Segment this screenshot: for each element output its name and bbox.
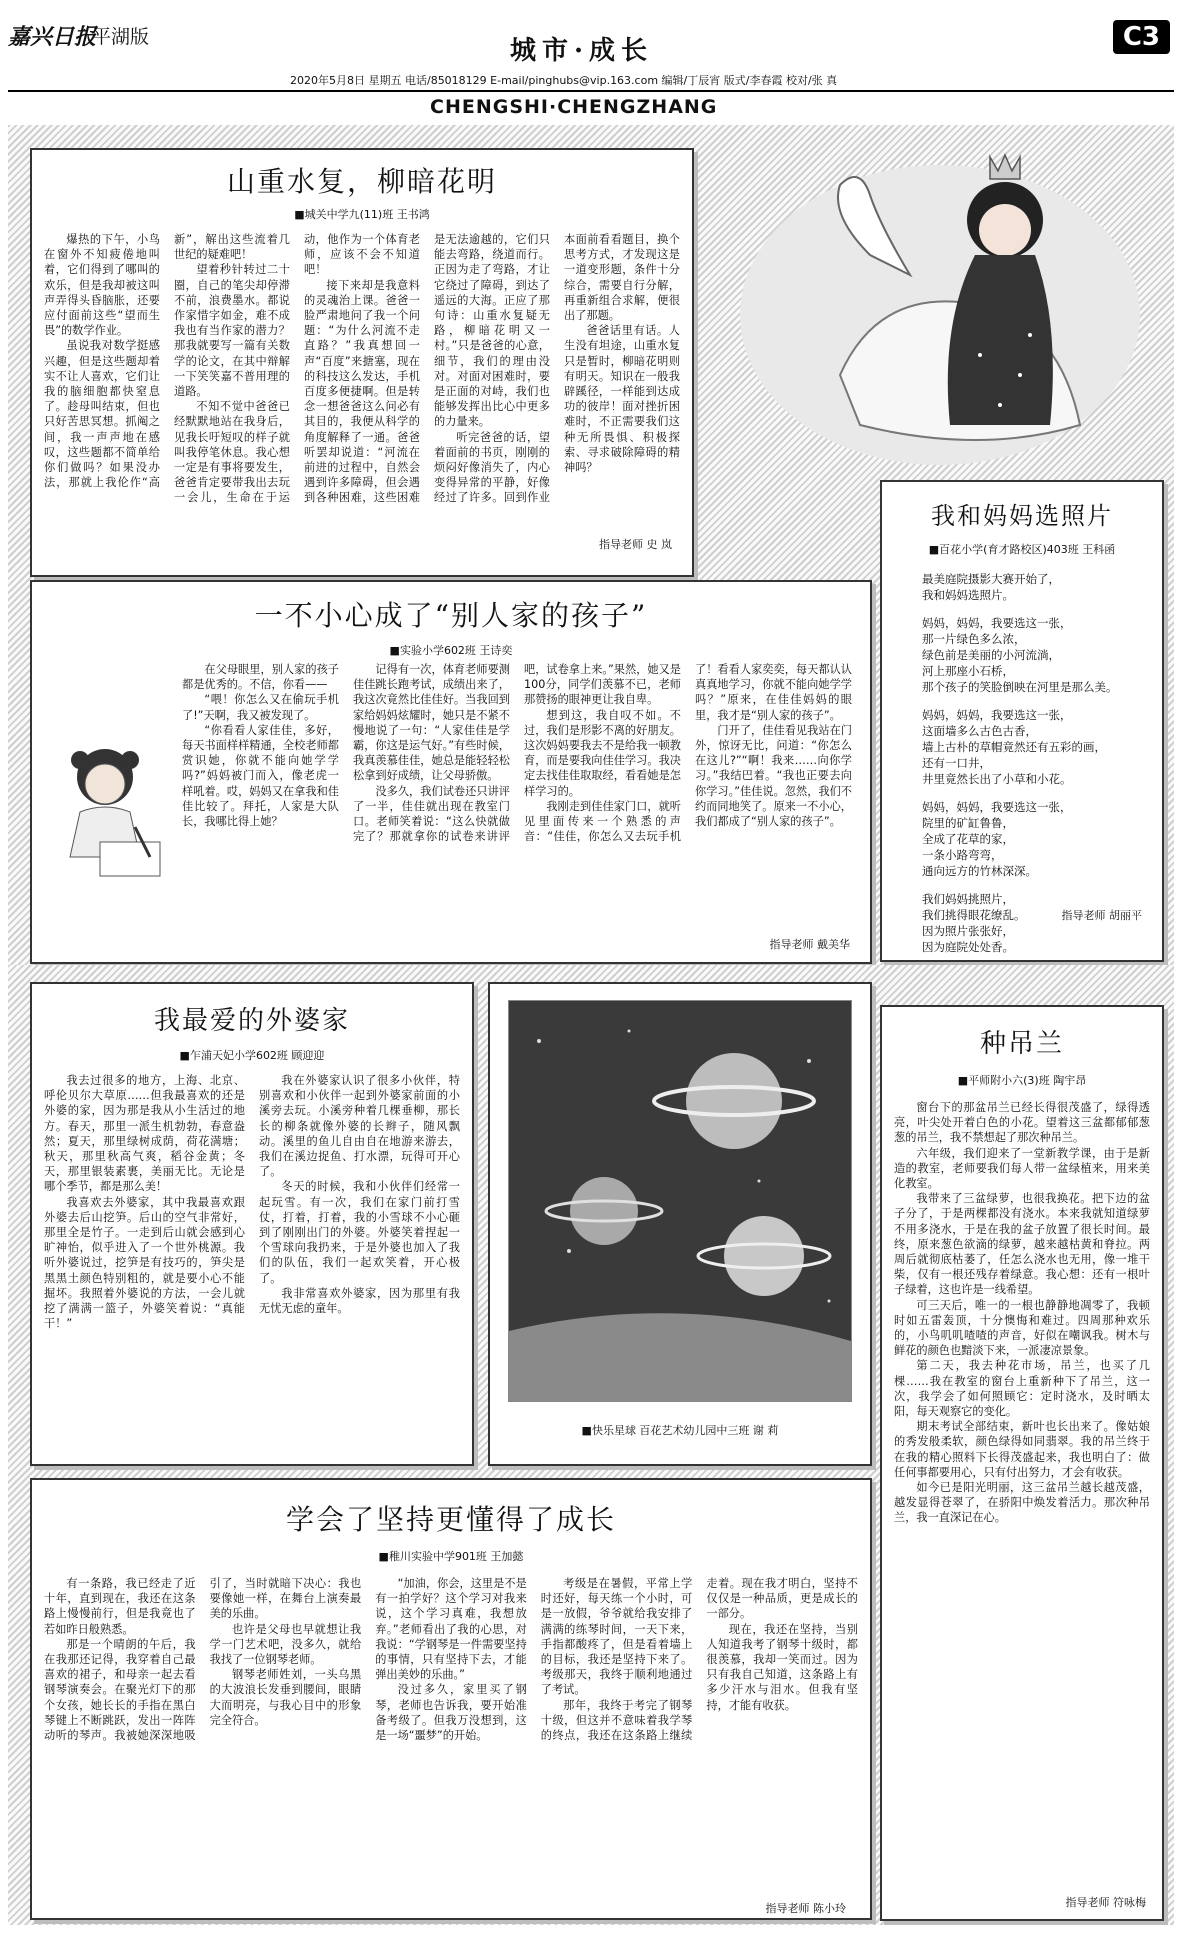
paragraph: 有一条路，我已经走了近十年，直到现在，我还在这条路上慢慢前行，但是我竟也了若如昨日般熟悉。 (44, 1577, 196, 1636)
paragraph: 第二天，我去种花市场，吊兰，也买了几棵……我在教室的窗台上重新种下了吊兰，这一次，我学会了如何照顾它：定时浇水，及时晒太阳，每天观察它的变化。 (894, 1359, 1150, 1419)
section-pinyin: CHENGSHI·CHENGZHANG (430, 96, 718, 118)
paragraph: 那是一个晴朗的午后，我在我那还记得，我穿着自己最喜欢的裙子，和母亲一起去看钢琴演奏会。在聚光灯下的那个女孩，她长长的手指在黑白琴键上不断跳跃，发出一阵阵动听的琴声。我被她深深地吸引了，当时就暗下决心：我也要像她一样，在舞台上演奏最美的乐曲。 (44, 1577, 362, 1743)
article-author: ■百花小学(育才路校区)403班 王科函 (928, 543, 1116, 556)
poem-stanza: 妈妈，妈妈，我要选这一张， 院里的矿缸鲁鲁， 全成了花草的家， 一条小路弯弯， 通向远方的竹林深深。 (922, 800, 1072, 878)
poem-stanza: 我们妈妈挑照片， 我们挑得眼花缭乱。 因为照片张张好， 因为庭院处处香。 (922, 892, 1026, 954)
paragraph: 冬天的时候，我和小伙伴们经常一起玩雪。有一次，我们在家门前打雪仗，打着，打着，我的小雪球不小心砸到了刚刚出门的外婆。外婆笑着捏起一个雪球向我扔来，于是外婆也加入了我们的队伍，我们一起欢笑着，开心极了。 (259, 1180, 460, 1285)
article-waipo (30, 982, 474, 1466)
planet-drawing (509, 1001, 851, 1401)
paragraph: 钢琴老师姓刘，一头乌黑的大波浪长发垂到腰间，眼睛大而明亮，与我心目中的形象完全符合。 (209, 1668, 362, 1727)
paragraph: 我喜欢去外婆家，其中我最喜欢跟外婆去后山挖笋。后山的空气非常好，那里全是竹子。一走到后山就会感到心旷神怡，似乎进入了一个世外桃源。我听外婆说过，挖笋是有技巧的，笋尖是黑黑土颜色特别粗的，就是要小心不能掘坏。我照着外婆说的方法，一会儿就挖了满满一篮子，外婆笑着说：“真能干！” (44, 1195, 245, 1331)
article-author: ■实验小学602班 王诗奕 (389, 644, 513, 657)
paragraph: 没多久，我们试卷还只讲评了一半，佳佳就出现在教室门口。老师笑着说：“这么快就做完了？那就拿你的试卷来讲评吧，试卷拿上来。”果然，她又是100分，同学们羡慕不已，老师那赞扬的眼神更让我自卑。 (353, 663, 681, 844)
paragraph: 我去过很多的地方，上海、北京、呼伦贝尔大草原……但我最喜欢的还是外婆的家，因为那是我从小生活过的地方。春天，那里一派生机勃勃，春意盎然；夏天，那里绿树成荫，荷花满塘；秋天，那里秋高气爽，稻谷金黄；冬天，那里银装素裹，美丽无比。无论是哪个季节，都是那么美！ (44, 1074, 245, 1194)
paragraph: 不知不觉中爸爸已经默默地站在我身后，见我长吁短叹的样子就叫我停笔休息。我心想一定是有事将要发生，爸爸肯定要带我出去玩一会儿，生命在于运动，他作为一个体育老师，应该不会不知道吧！ (174, 233, 420, 505)
paragraph: 我在外婆家认识了很多小伙伴，特别喜欢和小伙伴一起到外婆家前面的小溪旁去玩。小溪旁种着几棵垂柳，那长长的柳条就像外婆的长辫子，随风飘动。溪里的鱼儿自由自在地游来游去，我们在溪边捉鱼、打水漂，玩得可开心了。 (259, 1074, 460, 1179)
article-zhaopian (880, 480, 1164, 962)
article-body (894, 1100, 1150, 1890)
header-rule (8, 90, 1174, 92)
paragraph: 可三天后，唯一的一根也静静地凋零了，我顿时如五雷轰顶，十分懊悔和难过。四周那种欢乐的，小鸟叽叽喳喳的声音，好似在嘲讽我。树木与鲜花的颜色也黯淡下来，一派凄凉景象。 (894, 1298, 1150, 1358)
article-title: 我最爱的外婆家 (153, 1006, 350, 1036)
paragraph: 听完爸爸的话，望着面前的书页，刚刚的烦闷好像消失了，内心变得异常的平静，好像经过了许多。回到作业本面前看看题目，换个思考方式，才发现这是一道变形题，条件十分综合，需要自行分解，再重新组合求解，便很出了那题。 (434, 233, 680, 505)
paragraph: 如今已是阳光明丽，这三盆吊兰越长越茂盛，越发显得苍翠了，在骄阳中焕发着活力。那次种吊兰，我一直深记在心。 (894, 1481, 1150, 1525)
article-teacher: 指导老师 史 岚 (599, 538, 672, 551)
artwork-panel (488, 982, 872, 1466)
paragraph: 没过多久，家里买了钢琴，老师也告诉我，要开始准备考级了。但我万没想到，这是一场“噩梦”的开始。 (375, 1683, 527, 1743)
paragraph: 望着秒针转过二十圈，自己的笔尖却停滞不前，浪费墨水。都说作家惜字如金，难不成我也有当作家的潜力？那我就要写一篇有关数学的论文，在其中辩解一下笑笑嘉不普用理的道路。 (174, 263, 290, 399)
paragraph: 虽说我对数学挺感兴趣，但是这些题却着实不让人喜欢，它们让我的脑细胞都快窒息了。趁母叫结束，但也只好苦思冥想。抓阄之间，我一声声地在感叹，这些题都不简单给你们做吗？如果没办法，那就上我伦作“高新”，解出这些流着几世纪的疑难吧！ (44, 233, 290, 490)
article-teacher: 指导老师 戴美华 (769, 938, 850, 951)
paragraph: 窗台下的那盆吊兰已经长得很茂盛了，绿得透亮，叶尖处开着白色的小花。望着这三盆都郁郁葱葱的吊兰，我不禁想起了那次种吊兰。 (894, 1101, 1150, 1145)
article-author: ■乍浦天妃小学602班 顾迎迎 (179, 1049, 325, 1062)
article-teacher: 指导老师 陈小玲 (765, 1902, 846, 1915)
date-editor-line: 2020年5月8日 星期五 电话/85018129 E-mail/pinghubs@vip.163.com 编辑/丁辰宵 版式/李春霞 校对/张 真 (290, 74, 838, 87)
paragraph: “你看看人家佳佳，多好，每天书面样样精通，全校老师都赏识她，你就不能向她学学吗?”妈妈被门而入，像老虎一样吼着。哎，妈妈又在拿我和佳佳比较了。拜托，人家是大队长，我哪比得上她？ (182, 723, 339, 829)
paragraph: 我带来了三盆绿萝，也很我换花。把下边的盆子分了，于是两棵都没有浇水。本来我就知道绿萝不用多浇水，于是在我的盆子放置了很长时间。最终，原来葱色欲滴的绿萝，越来越枯黄和脊拉。两周后就彻底枯萎了，任怎么浇水也无用，像一堆干柴，仅有一根还残存着绿意。我心想：还有一根叶子绿着，这也许是一线希望。 (894, 1192, 1150, 1297)
child-drawing (50, 732, 170, 882)
paragraph: 现在，我还在坚持，当别人知道我考了钢琴十级时，都很羡慕，我却一笑而过。因为只有我自己知道，这条路上有多少汗水与泪水。但我有坚持，才能有收获。 (706, 1622, 858, 1712)
paragraph: 期末考试全部结束，新叶也长出来了。像姑娘的秀发般柔软，颜色绿得如同翡翠。我的吊兰终于在我的精心照料下长得茂盛起来，我也明白了：做任何事都要用心，只有付出努力，才会有收获。 (894, 1420, 1150, 1479)
article-bieren (30, 580, 872, 964)
space-painting (508, 1000, 852, 1402)
page-number: C3 (1113, 20, 1170, 54)
article-diaolan (880, 1005, 1164, 1921)
paragraph: 记得有一次，体育老师要测佳佳跳长跑考试，成绩出来了，我这次竟然比佳佳好。当我回到家给妈妈炫耀时，她只是不紧不慢地说了一句：“人家佳佳是学霸，你这是运气好。”有些时候，我真羡慕佳佳，她总是能轻轻松松拿到好成绩，让父母骄傲。 (353, 663, 510, 783)
paragraph: 考级是在暑假，平常上学时还好，每天练一个小时，可是一放假，爷爷就给我安排了满满的练琴时间，一天下来，手指都酸疼了，但是看着墙上的目标，我还是坚持下来了。考级那天，我终于顺利地通过了考试。 (540, 1577, 693, 1697)
poem-stanza: 最美庭院摄影大赛开始了， 我和妈妈选照片。 (922, 572, 1060, 602)
paragraph: 接下来却是我意料的灵魂治上课。爸爸一脸严肃地问了我一个问题：“为什么河流不走直路？”我真想回一声“百度”来搪塞，现在的科技这么发达，手机百度多便捷啊。但是转念一想爸爸这么问必有其目的，我便从科学的角度解释了一通。爸爸听罢却说道：“河流在前进的过程中，自然会遇到许多障碍，但会遇到各种困难，这些困难是无法逾越的，它们只能去弯路，绕道而行。正因为走了弯路，才让它绕过了障碍，到达了遥远的大海。正应了那句诗：山重水复疑无路，柳暗花明又一村。”只是爸爸的心意，细节，我们的理由没对。对面对困难时，要是正面的对峙，我们也能够发挥出比心中更多的力量来。 (304, 233, 550, 505)
article-title: 山重水复，柳暗花明 (226, 165, 497, 198)
article-body (182, 662, 852, 927)
paragraph: 那年，我终于考完了钢琴十级，但这并不意味着我学琴的终点，我还在这条路上继续走着。现在我才明白，坚持不仅仅是一种品质，更是成长的一部分。 (540, 1577, 858, 1743)
princess-illustration (720, 125, 1160, 495)
article-author: ■城关中学九(11)班 王书鸿 (294, 208, 430, 221)
paragraph: 门开了，佳佳看见我站在门外，惊讶无比，问道：“你怎么在这儿?”“啊！我来……向你学习。”我结巴着。“我也正要去向你学习。”佳佳说。忽然，我们不约而同地笑了。原来一不小心，我们都成了“别人家的孩子”。 (695, 723, 852, 829)
article-shanchong (30, 148, 694, 577)
paragraph: 我刚走到佳佳家门口，就听见里面传来一个熟悉的声音：“佳佳，你怎么又去玩手机了！看看人家奕奕，每天都认认真真地学习，你就不能向她学学吗？”原来，在佳佳妈妈的眼里，我才是“别人家的孩子”。 (524, 663, 852, 844)
article-author: ■平师附小六(3)班 陶宇昂 (957, 1074, 1087, 1087)
child-illustration (50, 732, 170, 882)
article-body (44, 232, 680, 532)
article-title: 一不小心成了“别人家的孩子” (254, 599, 648, 632)
paragraph: “加油，你会，这里是不是有一拍学好？这个学习对我来说，这个学习真难，我想放弃。”老师看出了我的心思，对我说：“学钢琴是一件需要坚持的事情，只有坚持下去，才能弹出美妙的乐曲。” (375, 1577, 527, 1682)
paragraph: 爆热的下午，小鸟在窗外不知疲倦地叫着，它们得到了哪叫的欢乐，但是我却被这叫声弄得头昏脑胀，还要应付面前这些“望而生畏”的数学作业。 (44, 233, 160, 338)
paragraph: 我非常喜欢外婆家，因为那里有我无忧无虑的童年。 (259, 1286, 460, 1316)
artwork-caption: ■快乐星球 百花艺术幼儿园中三班 谢 莉 (581, 1424, 779, 1437)
article-author: ■稚川实验中学901班 王加懿 (378, 1550, 524, 1563)
paragraph: 在父母眼里，别人家的孩子都是优秀的。不信，你看—— (182, 663, 339, 692)
article-title: 种吊兰 (979, 1029, 1064, 1059)
paragraph: 六年级，我们迎来了一堂新教学课，由于是新造的教室，老师要我们每人带一盆绿植来，用来美化教室。 (894, 1146, 1150, 1191)
edition-label: 平湖版 (92, 26, 150, 48)
poem-stanza: 妈妈，妈妈，我要选这一张， 那一片绿色多么浓， 绿色前是美丽的小河流淌， 河上那座小石桥， 那个孩子的笑脸倒映在河里是那么美。 (922, 616, 1118, 694)
section-title: 城市·成长 (510, 36, 654, 66)
article-body (44, 1073, 460, 1448)
article-title: 学会了坚持更懂得了成长 (285, 1503, 616, 1536)
paragraph: 也许是父母也早就想让我学一门艺术吧，没多久，就给我找了一位钢琴老师。 (209, 1622, 362, 1667)
article-teacher: 指导老师 胡丽平 (1061, 909, 1142, 922)
paper-logo: 嘉兴日报 (8, 24, 97, 50)
article-body (44, 1576, 858, 1896)
poem-stanza: 妈妈，妈妈，我要选这一张， 这面墙多么古色古香， 墙上古朴的草帽竟然还有五彩的画， 还有一口井， 井里竟然长出了小草和小花。 (922, 708, 1106, 786)
article-teacher: 指导老师 符咏梅 (1065, 1896, 1146, 1909)
article-jianchi (30, 1478, 872, 1920)
paragraph: “喂！你怎么又在偷玩手机了!”天啊，我又被发现了。 (182, 693, 339, 722)
paragraph: 想到这，我自叹不如。不过，我们是形影不离的好朋友。这次妈妈要我去不是给我一顿教育，而是要我向佳佳学习。我决定去找佳佳取取经，看看她是怎样学习的。 (524, 708, 681, 798)
paragraph: 爸爸话里有话。人生没有坦途，山重水复只是暂时，柳暗花明则有明天。知识在一般我辟蹊径，一样能到达成功的彼岸！面对挫折困难时，不正需要我们这种无所畏惧、积极探索、寻求破除障碍的精神吗？ (564, 324, 680, 475)
princess-drawing (720, 125, 1160, 495)
article-title: 我和妈妈选照片 (931, 502, 1113, 530)
